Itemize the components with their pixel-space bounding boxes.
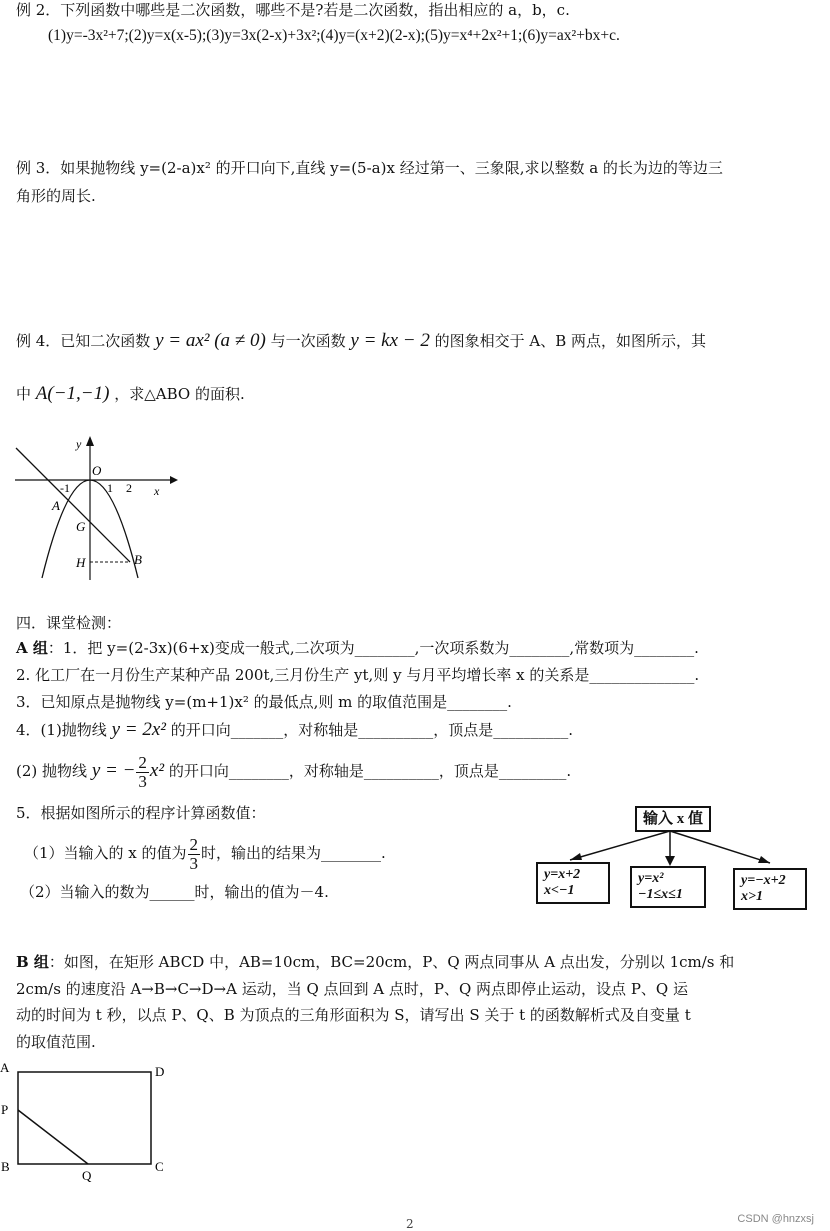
groupa-q4-1 xyxy=(16,717,573,743)
ex4-point-a: A(−1,−1) xyxy=(35,383,110,404)
label-b: B xyxy=(134,552,142,567)
label-y: y xyxy=(76,437,82,451)
groupb-line1-text: ：如图，在矩形 ABCD 中，AB=10cm，BC=20cm，P、Q 两点同事从 A 点出发，分别以 1cm/s 和 xyxy=(48,953,735,971)
ex3-line2: 角形的周长. xyxy=(16,187,96,205)
q5-1-prefix: （1）当输入的 x 的值为 xyxy=(24,844,187,862)
label-origin: O xyxy=(92,463,102,478)
label-g: G xyxy=(76,519,86,534)
ex2-line1: 例 2．下列函数中哪些是二次函数，哪些不是?若是二次函数，指出相应的 a，b，c. xyxy=(16,1,570,19)
y-axis-arrow xyxy=(86,436,94,446)
tick-2: 2 xyxy=(126,481,132,495)
rect-label-p: P xyxy=(1,1102,9,1117)
page-number: 2 xyxy=(406,1217,414,1231)
groupa-q1-text: ：1．把 y=(2-3x)(6+x)变成一般式,二次项为________,一次项系数为________,常数项为________. xyxy=(47,639,699,657)
groupa-q3: 3．已知原点是抛物线 y=(m+1)x² 的最低点,则 m 的取值范围是________. xyxy=(16,693,512,711)
flowchart-left-condition: x<−1 xyxy=(544,883,575,898)
q4-2-prefix: (2) 抛物线 xyxy=(16,762,88,780)
q4-1-formula: y = 2x² xyxy=(111,719,166,740)
rectangle-abcd xyxy=(18,1072,151,1164)
rect-label-c: C xyxy=(155,1159,164,1174)
q5-1-num: 2 xyxy=(189,834,199,854)
flowchart-left-box xyxy=(536,862,610,904)
ex4-middle: 与一次函数 xyxy=(270,332,346,350)
section4-title: 四．课堂检测： xyxy=(16,614,122,632)
ex4-line2 xyxy=(16,381,245,407)
rect-label-q: Q xyxy=(82,1168,92,1183)
tick-1: 1 xyxy=(107,481,113,495)
q4-2-suffix: 的开口向________，对称轴是__________，顶点是_________. xyxy=(168,762,572,780)
segment-pq xyxy=(18,1110,88,1164)
ex3-line1: 例 3．如果抛物线 y=(2-a)x² 的开口向下,直线 y=(5-a)x 经过第一、三象限,求以整数 a 的长为边的等边三 xyxy=(16,159,723,177)
flowchart-input-label: 输入 x 值 xyxy=(643,811,704,827)
rectangle-diagram xyxy=(0,1058,180,1188)
tick-neg1: -1 xyxy=(60,481,70,495)
groupb-line1 xyxy=(16,952,734,972)
groupb-line4: 的取值范围. xyxy=(16,1033,96,1051)
groupb-line3: 动的时间为 t 秒，以点 P、Q、B 为顶点的三角形面积为 S，请写出 S 关于 t 的函数解析式及自变量 t xyxy=(16,1006,691,1024)
q4-2-fraction xyxy=(136,754,149,791)
ex2-line2: (1)y=-3x²+7;(2)y=x(x-5);(3)y=3x(2-x)+3x²;(4)y=(x+2)(2-x);(5)y=x⁴+2x²+1;(6)y=ax²+bx+c. xyxy=(48,27,620,44)
groupa-label: A 组 xyxy=(16,639,48,657)
flowchart-left-formula: y=x+2 xyxy=(544,867,581,882)
q5-1-den: 3 xyxy=(189,853,199,873)
q4-2-y: y = − xyxy=(91,760,136,781)
rect-label-b: B xyxy=(1,1159,10,1174)
groupa-q5: 5．根据如图所示的程序计算函数值： xyxy=(16,804,266,822)
flowchart-mid-condition: −1≤x≤1 xyxy=(638,887,683,902)
parabola-graph xyxy=(10,430,180,585)
flowchart-mid-formula: y=x² xyxy=(638,871,664,886)
ex4-formula-linear: y = kx − 2 xyxy=(350,330,430,351)
q4-1-prefix: 4．(1)抛物线 xyxy=(16,721,107,739)
ex4-suffix: 的图象相交于 A、B 两点，如图所示，其 xyxy=(434,332,707,350)
flowchart-mid-box xyxy=(630,866,706,908)
flowchart-right-box xyxy=(733,868,807,910)
rect-label-a: A xyxy=(0,1060,10,1075)
label-a: A xyxy=(52,498,60,513)
q5-1-suffix: 时，输出的结果为________. xyxy=(201,844,386,862)
groupa-q5-2: （2）当输入的数为______时，输出的值为－4. xyxy=(20,883,329,901)
ex4-formula-quadratic: y = ax² (a ≠ 0) xyxy=(155,330,266,351)
label-x: x xyxy=(154,484,160,498)
groupa-q4-2 xyxy=(16,750,571,792)
ex4-line2-prefix: 中 xyxy=(16,385,32,403)
groupa-q2: 2. 化工厂在一月份生产某种产品 200t,三月份生产 yt,则 y 与月平均增长率 x 的关系是______________. xyxy=(16,666,700,684)
groupa-q1 xyxy=(16,638,699,658)
flowchart-right-formula: y=−x+2 xyxy=(741,873,786,888)
ex4-line1 xyxy=(16,328,706,354)
q4-2-num: 2 xyxy=(138,752,147,772)
rect-label-d: D xyxy=(155,1064,165,1079)
ex4-prefix: 例 4．已知二次函数 xyxy=(16,332,151,350)
q4-2-x: x² xyxy=(149,760,165,781)
flowchart-right-condition: x>1 xyxy=(741,889,763,904)
q4-1-suffix: 的开口向_______，对称轴是__________，顶点是__________. xyxy=(170,721,574,739)
groupb-line2: 2cm/s 的速度沿 A→B→C→D→A 运动，当 Q 点回到 A 点时，P、Q 两点即停止运动，设点 P、Q 运 xyxy=(16,980,688,998)
q5-1-fraction xyxy=(188,836,201,873)
groupa-q5-1 xyxy=(24,832,386,874)
watermark: CSDN @hnzxsj xyxy=(737,1213,814,1225)
label-h: H xyxy=(76,555,86,570)
q4-2-den: 3 xyxy=(138,771,147,791)
ex4-line2-suffix: ，求△ABO 的面积. xyxy=(114,385,245,403)
groupb-label: B 组 xyxy=(16,953,49,971)
linear-graph xyxy=(16,448,130,562)
x-axis-arrow xyxy=(170,476,178,484)
flowchart-input-box xyxy=(635,806,711,832)
